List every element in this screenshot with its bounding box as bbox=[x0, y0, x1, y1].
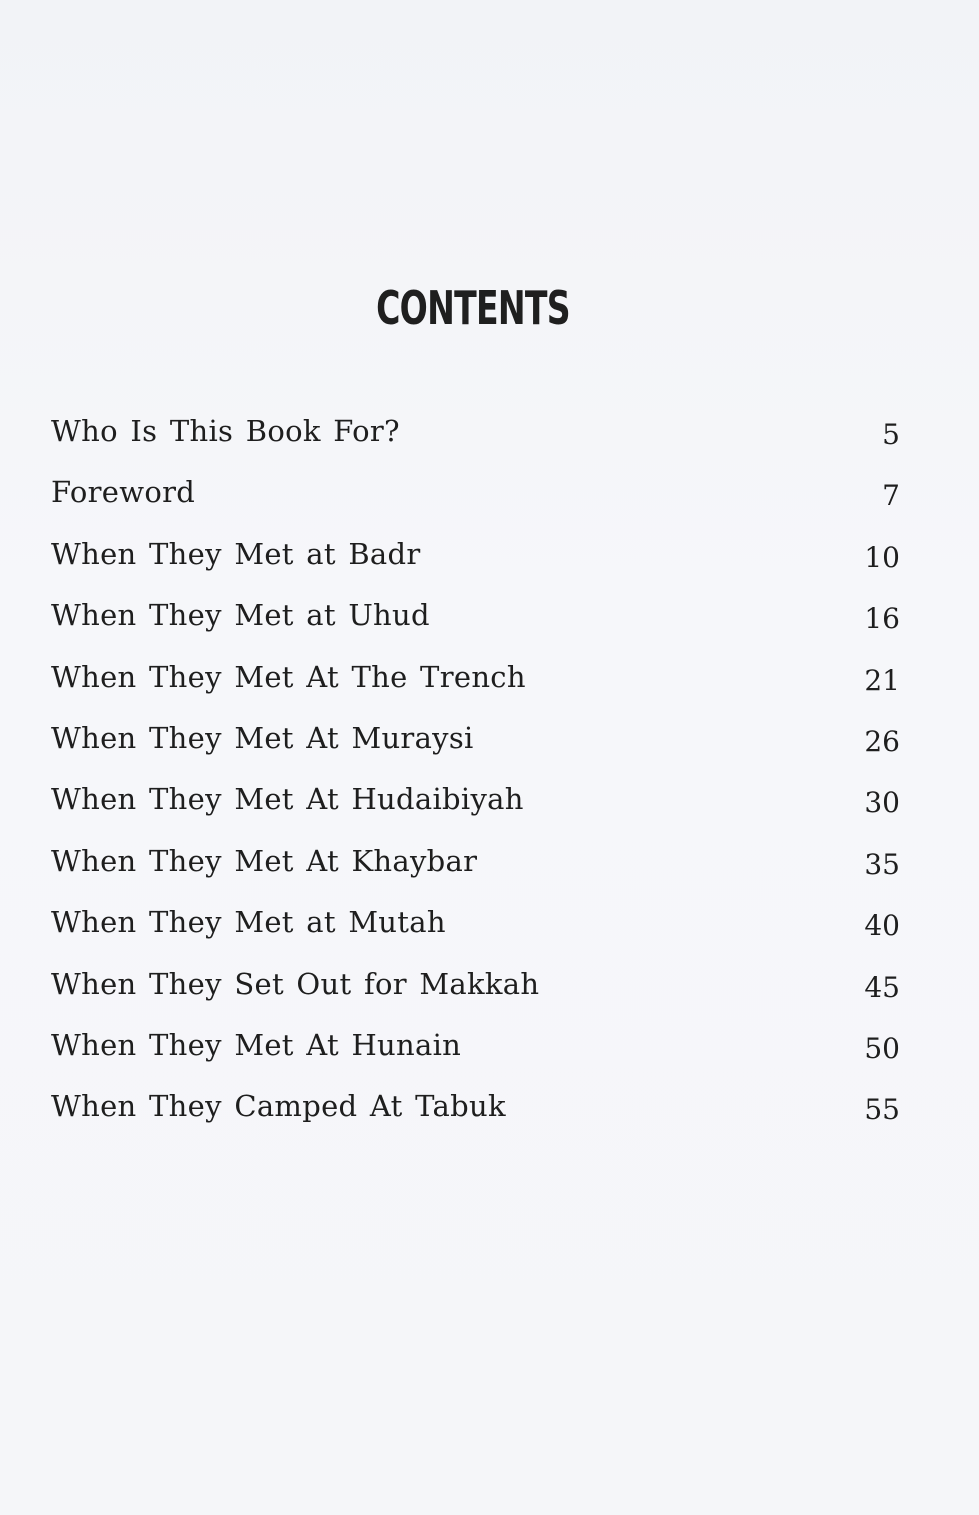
toc-entry-page: 7 bbox=[882, 479, 900, 513]
toc-entry bbox=[48, 654, 900, 715]
toc-entry-title: Who Is This Book For? bbox=[51, 414, 400, 448]
toc-entry-title: When They Met at Mutah bbox=[51, 905, 446, 940]
toc-entry bbox=[48, 408, 900, 469]
toc-entry-title: When They Met at Badr bbox=[51, 536, 421, 571]
table-of-contents bbox=[48, 408, 900, 1145]
toc-entry-page: 10 bbox=[864, 540, 900, 574]
toc-entry-page: 35 bbox=[864, 847, 900, 881]
toc-entry-title: When They Met At Hudaibiyah bbox=[51, 782, 524, 817]
toc-entry bbox=[48, 592, 900, 653]
toc-entry bbox=[48, 1022, 900, 1083]
toc-entry-title: When They Met At Muraysi bbox=[51, 720, 474, 755]
toc-entry-page: 26 bbox=[864, 724, 900, 758]
toc-entry-page: 50 bbox=[864, 1031, 900, 1065]
toc-entry-page: 45 bbox=[864, 970, 900, 1004]
toc-entry bbox=[48, 776, 900, 837]
toc-entry-title: When They Set Out for Makkah bbox=[51, 966, 540, 1001]
toc-entry-page: 16 bbox=[864, 602, 900, 636]
toc-entry bbox=[48, 899, 900, 960]
toc-entry-title: When They Met At The Trench bbox=[51, 659, 526, 694]
toc-entry bbox=[48, 838, 900, 899]
toc-entry bbox=[48, 531, 900, 592]
toc-entry-page: 5 bbox=[882, 418, 900, 451]
toc-entry bbox=[48, 1083, 900, 1144]
toc-entry bbox=[48, 715, 900, 776]
toc-entry-title: When They Met At Khaybar bbox=[51, 843, 478, 878]
toc-entry-page: 55 bbox=[864, 1093, 900, 1127]
toc-entry-page: 21 bbox=[864, 663, 900, 697]
toc-entry bbox=[48, 469, 900, 530]
toc-entry bbox=[48, 961, 900, 1022]
toc-entry-page: 40 bbox=[864, 909, 900, 943]
toc-entry-title: Foreword bbox=[51, 475, 196, 510]
toc-entry-title: When They Met at Uhud bbox=[51, 598, 430, 633]
toc-entry-title: When They Met At Hunain bbox=[51, 1027, 462, 1062]
toc-entry-page: 30 bbox=[864, 786, 900, 820]
page-title: CONTENTS bbox=[376, 281, 570, 335]
toc-entry-title: When They Camped At Tabuk bbox=[51, 1089, 506, 1124]
